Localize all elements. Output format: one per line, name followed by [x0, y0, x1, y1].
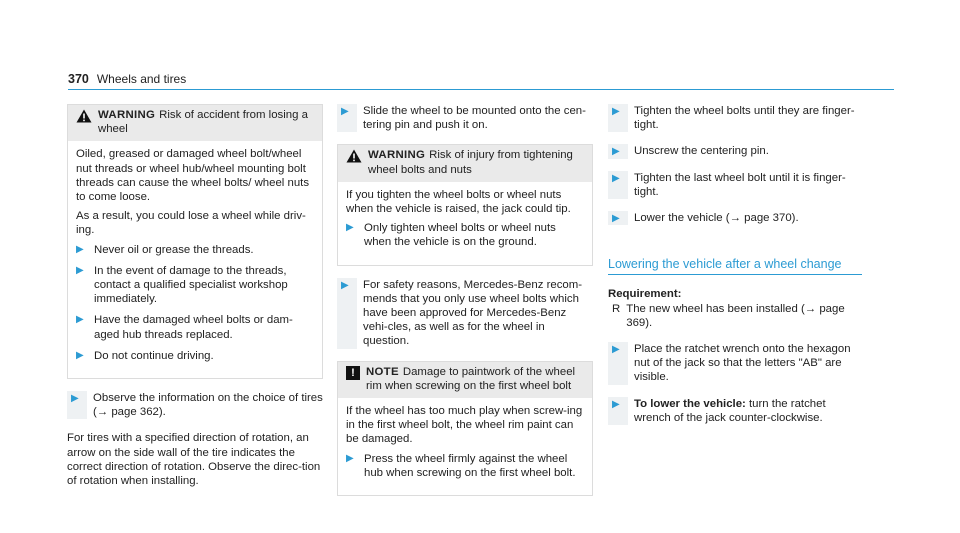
- arrow-right-icon: ▶: [76, 349, 84, 361]
- instruction-step: [608, 171, 864, 199]
- header-rule: [68, 89, 894, 90]
- warning-step: [76, 264, 314, 307]
- arrow-right-icon: ▶: [612, 213, 620, 225]
- warning-label: WARNING: [368, 149, 426, 162]
- warning-step: [346, 221, 584, 249]
- step-bar: [608, 397, 628, 425]
- step-text: Lower the vehicle (→ page 370).: [634, 212, 799, 225]
- instruction-step: [67, 391, 323, 419]
- step-text: Tighten the wheel bolts until they are finger-tight.: [634, 105, 855, 132]
- column-2: [337, 104, 593, 508]
- warning-title: Risk of accident from losing a wheel: [98, 109, 308, 136]
- arrow-right-icon: ▶: [71, 393, 79, 405]
- warning-box-injury: [337, 144, 593, 265]
- column-3: [608, 104, 864, 437]
- instruction-step: [608, 104, 864, 132]
- warning-body: [338, 182, 592, 265]
- step-bold-lead: To lower the vehicle:: [634, 397, 746, 410]
- arrow-right-icon: ▶: [346, 222, 354, 234]
- exclamation-icon: !: [346, 366, 360, 380]
- arrow-right-icon: ▶: [341, 106, 349, 117]
- page-header: [68, 72, 186, 86]
- arrow-right-icon: ▶: [346, 452, 354, 464]
- page-number: 370: [68, 72, 89, 86]
- arrow-right-icon: ▶: [612, 172, 620, 184]
- warning-step: [76, 349, 314, 363]
- arrow-right-icon: ▶: [612, 106, 620, 117]
- arrow-right-icon: ▶: [76, 243, 84, 255]
- warning-step-text: Only tighten wheel bolts or wheel nuts when the vehicle is on the ground.: [364, 222, 556, 249]
- page-title: Wheels and tires: [96, 72, 187, 86]
- step-text: Slide the wheel to be mounted onto the cen-tering pin and push it on.: [363, 105, 586, 132]
- arrow-right-icon: ▶: [76, 314, 84, 326]
- step-text: Tighten the last wheel bolt until it is finger-tight.: [634, 171, 846, 198]
- warning-header: [68, 105, 322, 141]
- bullet-marker: R: [612, 302, 621, 315]
- step-text: Unscrew the centering pin.: [634, 145, 769, 158]
- requirement-item: [608, 302, 864, 330]
- note-title: Damage to paintwork of the wheel rim when screwing on the first wheel bolt: [366, 365, 576, 392]
- requirement-text: The new wheel has been installed (→ page 369).: [626, 302, 845, 329]
- warning-step: [76, 313, 314, 341]
- arrow-right-icon: ▶: [612, 398, 620, 410]
- arrow-right-icon: ▶: [341, 279, 349, 291]
- instruction-step: [337, 104, 593, 132]
- note-header: [338, 362, 592, 398]
- warning-paragraph: Oiled, greased or damaged wheel bolt/wheel nut threads or wheel hub/wheel mounting bolt threads can cause the wheel bolts/ wheel nuts to come loose.: [76, 148, 310, 204]
- paragraph-rotation: For tires with a specified direction of rotation, an arrow on the side wall of the tire indicates the correct direction of rotation. Observe the direc-tion of rotation when installing.: [67, 432, 321, 488]
- warning-body: [68, 141, 322, 378]
- instruction-step: [608, 397, 864, 425]
- warning-triangle-icon: [76, 109, 92, 123]
- step-bar: [608, 342, 628, 385]
- step-text: Observe the information on the choice of tires (→ page 362).: [93, 392, 323, 419]
- note-label: NOTE: [366, 365, 399, 378]
- instruction-step: [608, 144, 864, 158]
- step-bar: [337, 104, 357, 132]
- note-body: [338, 398, 592, 495]
- warning-box-wheel-loss: [67, 104, 323, 379]
- arrow-right-icon: ▶: [76, 264, 84, 276]
- instruction-step: [608, 342, 864, 385]
- instruction-step: [608, 211, 864, 225]
- note-step: [346, 452, 584, 480]
- requirement-label: Requirement:: [608, 288, 682, 301]
- column-1: [67, 104, 323, 488]
- warning-step-text: In the event of damage to the threads, contact a qualified specialist workshop immediately.: [94, 264, 288, 306]
- warning-step: [76, 243, 314, 257]
- instruction-step: [337, 278, 593, 349]
- note-paragraph: If the wheel has too much play when screw-ing in the first wheel bolt, the wheel rim paint can be damaged.: [346, 405, 583, 446]
- warning-paragraph: As a result, you could lose a wheel while driv-ing.: [76, 210, 306, 237]
- arrow-right-icon: ▶: [612, 344, 620, 356]
- step-text: For safety reasons, Mercedes-Benz recom-mends that you only use wheel bolts which have been approved for Mercedes-Benz vehi-cles, as well as for the wheel in question.: [363, 278, 583, 348]
- warning-triangle-icon: [346, 149, 362, 163]
- note-box-paintwork: [337, 361, 593, 496]
- warning-step-text: Never oil or grease the threads.: [94, 243, 254, 256]
- step-bar: [337, 278, 357, 349]
- step-bar: [608, 171, 628, 199]
- warning-step-text: Have the damaged wheel bolts or dam-aged hub threads replaced.: [94, 314, 293, 341]
- step-bar: [67, 391, 87, 419]
- step-bar: [608, 144, 628, 158]
- warning-header: [338, 145, 592, 181]
- warning-paragraph: If you tighten the wheel bolts or wheel nuts when the vehicle is raised, the jack could tip.: [346, 188, 571, 216]
- step-text: [628, 397, 864, 425]
- warning-title: Risk of injury from tightening wheel bolts and nuts: [368, 149, 573, 176]
- step-text: Place the ratchet wrench onto the hexagon nut of the jack so that the letters "AB" are visible.: [634, 343, 851, 384]
- note-step-text: Press the wheel firmly against the wheel hub when screwing on the first wheel bolt.: [364, 452, 576, 479]
- step-bar: [608, 211, 628, 225]
- warning-step-text: Do not continue driving.: [94, 349, 214, 362]
- warning-label: WARNING: [98, 109, 156, 121]
- step-bar: [608, 104, 628, 132]
- section-title: Lowering the vehicle after a wheel change: [608, 257, 862, 275]
- arrow-right-icon: ▶: [612, 146, 620, 158]
- step-text-rest: turn the ratchet wrench of the jack counter-clockwise.: [634, 397, 826, 424]
